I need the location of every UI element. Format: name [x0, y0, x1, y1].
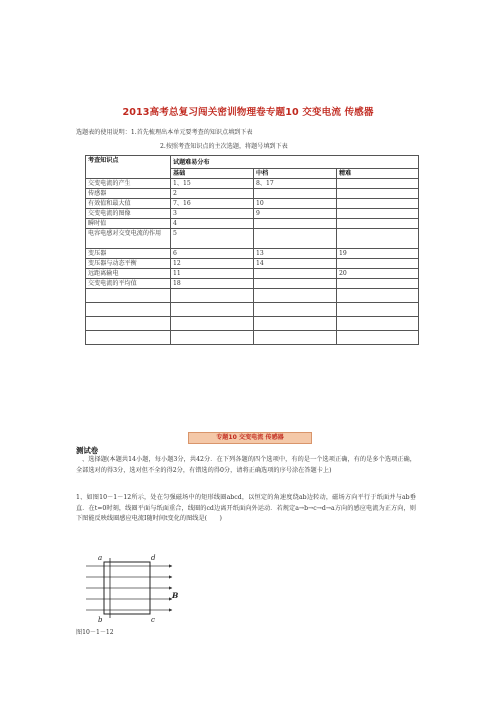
- basic-cell: 6: [171, 249, 254, 259]
- basic-cell: 7、16: [171, 199, 254, 209]
- hard-cell: 19: [337, 249, 419, 259]
- basic-cell: 2: [171, 189, 254, 199]
- table-row: [86, 189, 419, 199]
- table-row: [86, 229, 419, 249]
- medium-cell: 9: [254, 209, 337, 219]
- basic-cell: 12: [171, 259, 254, 269]
- topic-cell: 电容电感对交变电流的作用: [86, 229, 171, 249]
- table-header-row: [86, 156, 419, 169]
- table-row: [86, 279, 419, 289]
- blank-cell: [171, 317, 254, 331]
- blank-cell: [254, 303, 337, 317]
- blank-cell: [337, 317, 419, 331]
- blank-cell: [86, 317, 171, 331]
- label-a: a: [98, 554, 103, 562]
- topic-cell: 有效值和最大值: [86, 199, 171, 209]
- medium-cell: 14: [254, 259, 337, 269]
- topic-cell: 变压器与动态平衡: [86, 259, 171, 269]
- question-distribution-table: [85, 155, 419, 345]
- page-title: 2013高考总复习闯关密训物理卷专题10 交变电流 传感器: [122, 107, 374, 118]
- magnetic-field-lines: [86, 566, 172, 610]
- blank-table-row: [86, 303, 419, 317]
- hard-cell: [337, 189, 419, 199]
- header-difficulty-distribution: 试题难易分布: [171, 156, 419, 169]
- blank-cell: [337, 331, 419, 345]
- topic-cell: 交变电流的图像: [86, 209, 171, 219]
- basic-cell: 4: [171, 219, 254, 229]
- blank-cell: [337, 303, 419, 317]
- table-row: [86, 209, 419, 219]
- blank-table-row: [86, 289, 419, 303]
- blank-cell: [171, 331, 254, 345]
- blank-cell: [337, 289, 419, 303]
- topic-cell: 远距离输电: [86, 269, 171, 279]
- medium-cell: [254, 279, 337, 289]
- blank-cell: [254, 331, 337, 345]
- question-1: 1、如图10－1－12所示，处在匀强磁场中的矩形线圈abcd，以恒定的角速度绕ab边转动，磁场方向平行于纸面并与ab垂直．在t=0时刻，线圈平面与纸面重合，线圈的cd边离开纸面向外运动．若规定a→b→c→d→a方向的感应电流为正方向，则下图能反映线圈感应电流I随时间t变化的图线是( ): [76, 494, 416, 522]
- medium-cell: [254, 229, 337, 249]
- blank-cell: [254, 289, 337, 303]
- table-row: [86, 219, 419, 229]
- basic-cell: 11: [171, 269, 254, 279]
- table-row: [86, 179, 419, 189]
- header-basic: 基础: [171, 169, 254, 179]
- topic-cell: 交变电流的产生: [86, 179, 171, 189]
- section-header: 专题10 交变电流 传感器: [188, 432, 312, 444]
- choice-instructions: 、选择题(本题共14小题，每小题3分，共42分．在下列各题的四个选项中，有的是一个选项正确，有的是多个选项正确，全部选对的得3分，选对但不全的得2分，有错选的得0分，请将正确选项的序号涂在答题卡上): [76, 456, 416, 474]
- medium-cell: [254, 189, 337, 199]
- hard-cell: [337, 199, 419, 209]
- medium-cell: 10: [254, 199, 337, 209]
- blank-cell: [86, 303, 171, 317]
- blank-table-row: [86, 317, 419, 331]
- header-medium: 中档: [254, 169, 337, 179]
- label-field-B: B: [172, 591, 179, 600]
- test-heading: 测试卷: [76, 446, 99, 455]
- table-row: [86, 259, 419, 269]
- topic-cell: 交变电流的平均值: [86, 279, 171, 289]
- topic-cell: 瞬时值: [86, 219, 171, 229]
- blank-table-row: [86, 331, 419, 345]
- hard-cell: [337, 279, 419, 289]
- figure-caption: 图10－1－12: [76, 629, 114, 636]
- basic-cell: 1、15: [171, 179, 254, 189]
- blank-cell: [86, 331, 171, 345]
- usage-note-2: 2.按照考查知识点的主次选题，将题号填到下表: [160, 143, 288, 150]
- medium-cell: [254, 269, 337, 279]
- blank-cell: [171, 289, 254, 303]
- table-row: [86, 249, 419, 259]
- blank-cell: [171, 303, 254, 317]
- blank-cell: [86, 289, 171, 303]
- label-d: d: [151, 554, 156, 562]
- label-c: c: [151, 616, 155, 624]
- table-row: [86, 269, 419, 279]
- blank-cell: [254, 317, 337, 331]
- hard-cell: [337, 209, 419, 219]
- coil-in-magnetic-field-figure: [84, 552, 180, 624]
- hard-cell: [337, 259, 419, 269]
- topic-cell: 变压器: [86, 249, 171, 259]
- hard-cell: [337, 229, 419, 249]
- header-hard: 精难: [337, 169, 419, 179]
- hard-cell: [337, 219, 419, 229]
- label-b: b: [98, 616, 103, 624]
- hard-cell: 20: [337, 269, 419, 279]
- table-row: [86, 199, 419, 209]
- basic-cell: 18: [171, 279, 254, 289]
- medium-cell: [254, 219, 337, 229]
- hard-cell: [337, 179, 419, 189]
- topic-cell: 传感器: [86, 189, 171, 199]
- basic-cell: 3: [171, 209, 254, 219]
- basic-cell: 5: [171, 229, 254, 249]
- usage-note-1: 选题表的使用说明：1.首先梳理出本单元要考查的知识点填到下表: [76, 129, 253, 136]
- header-knowledge: 考查知识点: [86, 156, 171, 179]
- medium-cell: 8、17: [254, 179, 337, 189]
- medium-cell: 13: [254, 249, 337, 259]
